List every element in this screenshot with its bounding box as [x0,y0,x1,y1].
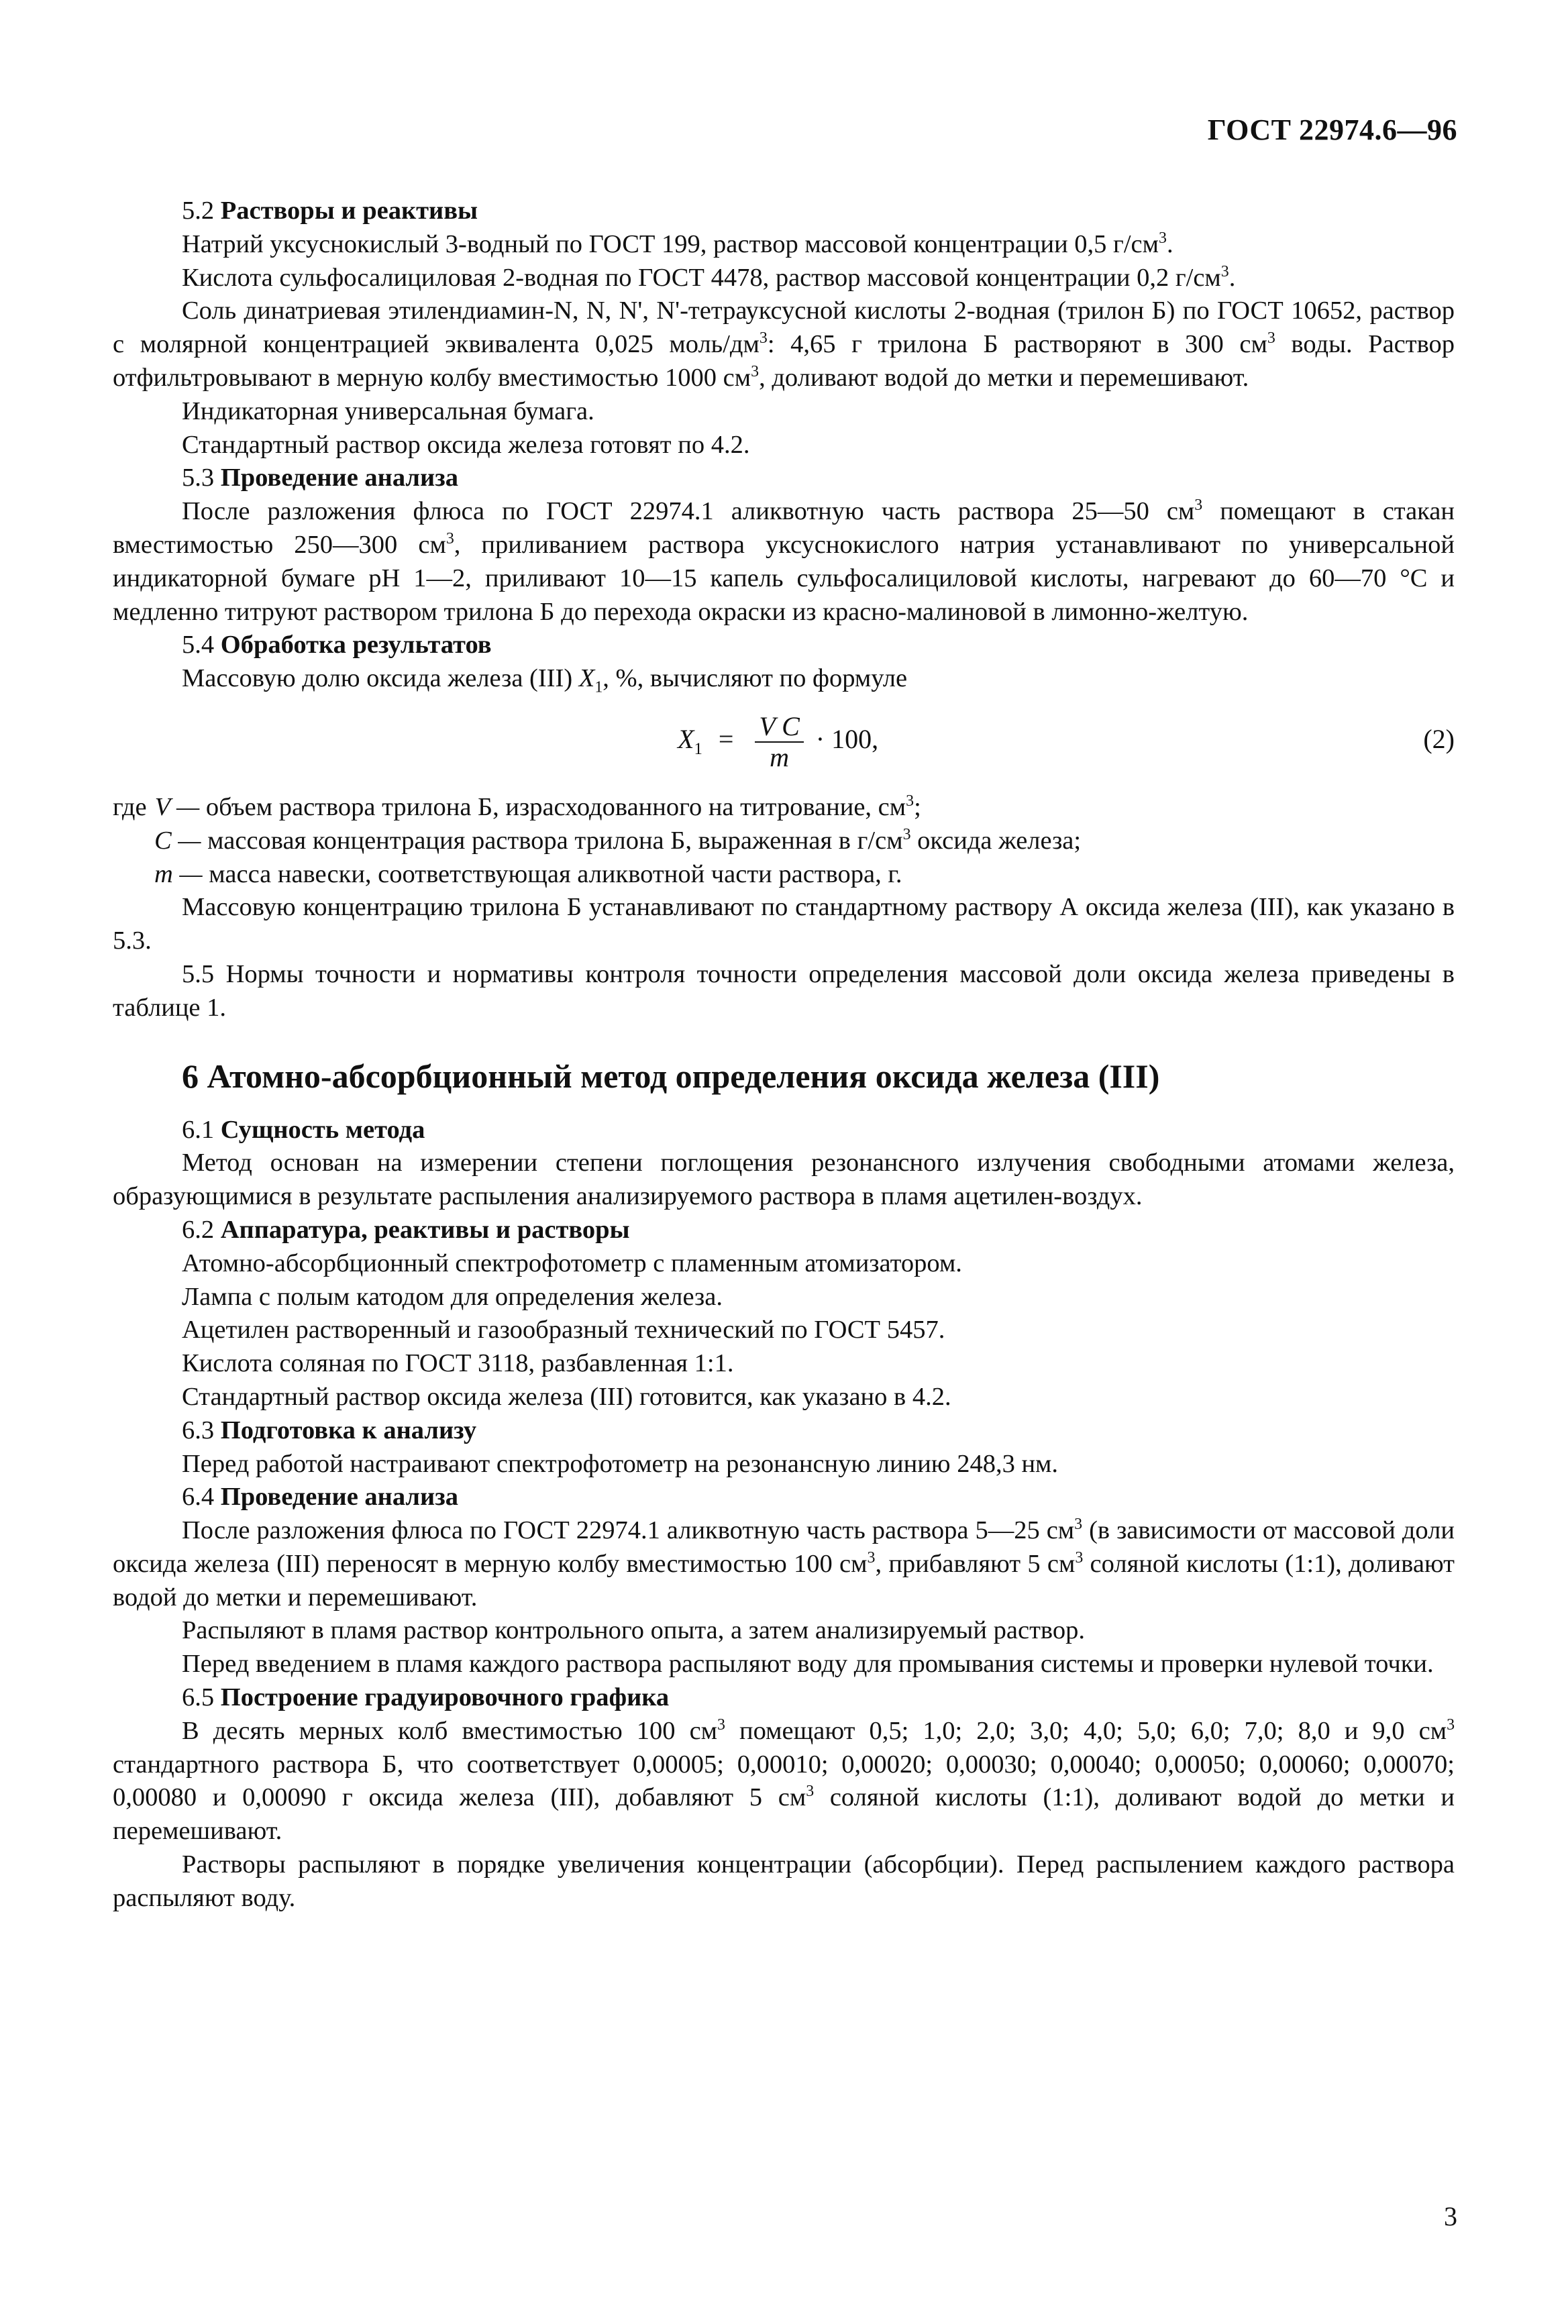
section-6-3-heading: 6.3 Подготовка к анализу [182,1416,477,1444]
formula-number: (2) [1423,723,1455,754]
where-line: m — масса навески, соответствующая аликвотной части раствора, г. [154,859,902,888]
paragraph: Соль динатриевая этилендиамин-N, N, N', N'-тетрауксусной кислоты 2-водная (трилон Б) по ГОСТ 10652, раствор с молярной концентрацией эквивалента 0,025 моль/$дм^3$: 4,65 г трилона Б растворяют в 300 $см^3$ воды. Раствор отфильтровывают в мерную колбу вместимостью 1000 $см^3$, доливают водой до метки и перемешивают. [113,297,1455,392]
formula-expression: $X_1$ = $\frac{\text{V C}}{m}$ · 100, [678,710,879,772]
paragraph: Распыляют в пламя раствор контрольного опыта, а затем анализируемый раствор. [182,1616,1085,1645]
paragraph: Массовую концентрацию трилона Б устанавливают по стандартному раствору А оксида железа (III), как указано в 5.3. [113,893,1455,955]
page-number: 3 [1444,2201,1457,2231]
list-item: Стандартный раствор оксида железа (III) готовится, как указано в 4.2. [182,1382,951,1411]
paragraph: Кислота сульфосалициловая 2-водная по ГОСТ 4478, раствор массовой концентрации 0,2 $г/см^3$. [182,262,1236,292]
document-code: ГОСТ 22974.6—96 [1207,113,1457,146]
list-item: Атомно-абсорбционный спектрофотометр с пламенным атомизатором. [182,1249,962,1277]
list-item: Кислота соляная по ГОСТ 3118, разбавленная 1:1. [182,1349,734,1378]
section-6-5-heading: 6.5 Построение градуировочного графика [182,1683,670,1712]
where-line: где V — объем раствора трилона Б, израсходованного на титрование, $см^3$; [113,792,921,821]
page-body [113,101,1455,1915]
paragraph: Перед введением в пламя каждого раствора распыляют воду для промывания системы и проверки нулевой точки. [182,1650,1434,1679]
paragraph: Натрий уксуснокислый 3-водный по ГОСТ 199, раствор массовой концентрации 0,5 $г/см^3$. [182,229,1173,258]
where-line: C — массовая концентрация раствора трилона Б, выраженная в $г/см^3$ оксида железа; [154,825,1082,855]
section-5-2-heading: 5.2 Растворы и реактивы [182,197,478,225]
list-item: Лампа с полым катодом для определения железа. [182,1282,723,1311]
list-item: Ацетилен растворенный и газообразный технический по ГОСТ 5457. [182,1316,945,1344]
paragraph: Стандартный раствор оксида железа готовят по 4.2. [182,430,750,459]
paragraph: В десять мерных колб вместимостью 100 $см^3$ помещают 0,5; 1,0; 2,0; 3,0; 4,0; 5,0; 6,0; 7,0; 8,0 и 9,0 $см^3$ стандартного раствора Б, что соответствует 0,00005; 0,00010; 0,00020; 0,00030; 0,00040; 0,00050; 0,00060; 0,00070; 0,00080 и 0,00090 г оксида железа (III), добавляют 5 $см^3$ соляной кислоты (1:1), доливают водой до метки и перемешивают. [113,1716,1455,1846]
paragraph: После разложения флюса по ГОСТ 22974.1 аликвотную часть раствора 25—50 $см^3$ помещают в стакан вместимостью 250—300 $см^3$, приливанием раствора уксуснокислого натрия устанавливают по универсальной индикаторной бумаге pH 1—2, приливают 10—15 капель сульфосалициловой кислоты, нагревают до 60—70 °С и медленно титруют раствором трилона Б до перехода окраски из красно-малиновой в лимонно-желтую. [113,496,1455,626]
paragraph: Растворы распыляют в порядке увеличения концентрации (абсорбции). Перед распылением каждого раствора распыляют воду. [113,1850,1455,1912]
paragraph: После разложения флюса по ГОСТ 22974.1 аликвотную часть раствора 5—25 $см^3$ (в зависимости от массовой доли оксида железа (III) переносят в мерную колбу вместимостью 100 $см^3$, прибавляют 5 $см^3$ соляной кислоты (1:1), доливают водой до метки и перемешивают. [113,1516,1455,1612]
section-6-1-heading: 6.1 Сущность метода [182,1115,425,1144]
section-6-4-heading: 6.4 Проведение анализа [182,1483,458,1512]
section-5-4-heading: 5.4 Обработка результатов [182,631,492,659]
paragraph: Индикаторная универсальная бумага. [182,397,594,425]
paragraph: 5.5 Нормы точности и нормативы контроля точности определения массовой доли оксида железа приведены в таблице 1. [113,959,1455,1022]
section-6-2-heading: 6.2 Аппаратура, реактивы и растворы [182,1215,630,1244]
section-5-3-heading: 5.3 Проведение анализа [182,464,458,492]
formula-2 [113,706,1455,782]
formula-fraction: $\frac{\text{V C}}{m}$ [755,712,803,772]
paragraph: Перед работой настраивают спектрофотометр на резонансную линию 248,3 нм. [182,1449,1059,1478]
section-6-title: 6 Атомно-абсорбционный метод определения оксида железа (III) [182,1057,1160,1095]
paragraph: Метод основан на измерении степени поглощения резонансного излучения свободными атомами железа, образующимися в результате распыления анализируемого раствора в пламя ацетилен-воздух. [113,1149,1455,1211]
paragraph: Массовую долю оксида железа (III) $X_1$, %, вычисляют по формуле [182,664,908,696]
